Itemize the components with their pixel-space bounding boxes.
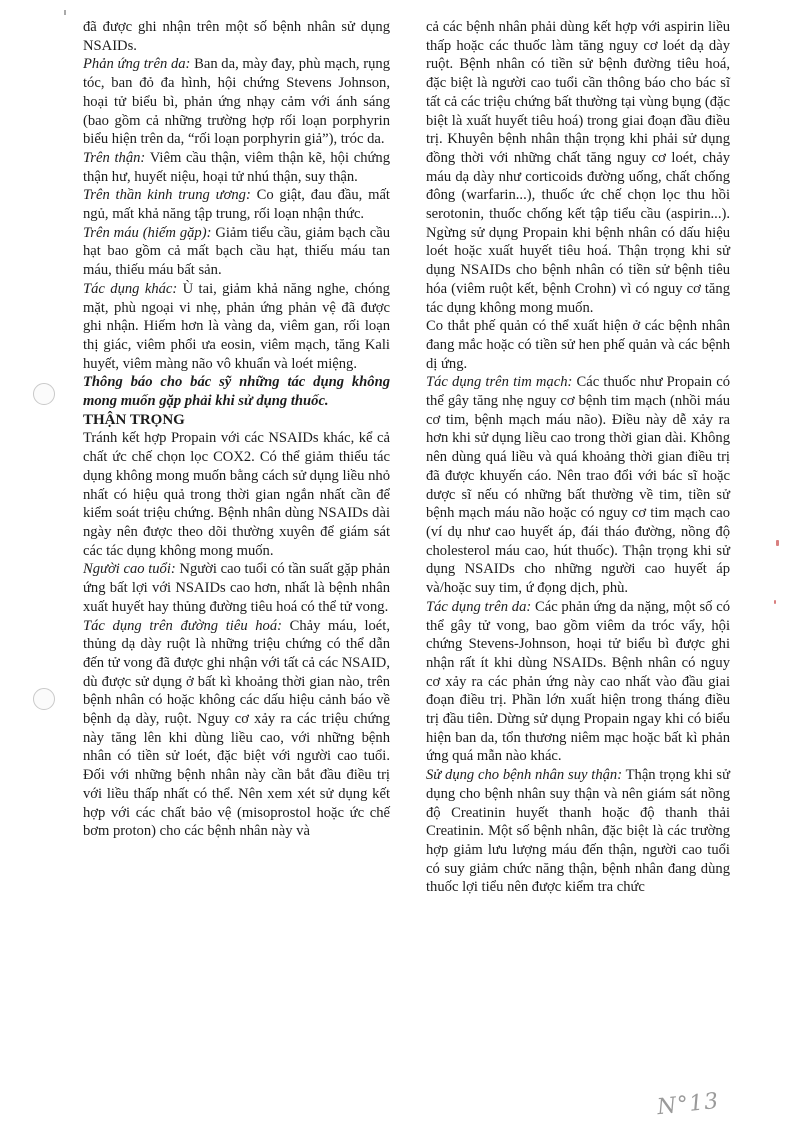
text-elderly: Người cao tuổi có tần suất gặp phản ứng bất lợi với NSAIDs cao hơn, nhất là bệnh nhân xuất huyết hay thủng đường tiêu hoá có thể tử vong. bbox=[83, 561, 391, 615]
paragraph-gi-continued: cả các bệnh nhân phải dùng kết hợp với aspirin liều thấp hoặc các thuốc làm tăng nguy cơ loét dạ dày ruột. Bệnh nhân có tiền sử bệnh đường tiêu hoá, đặc biệt là người cao tuổi cần thông báo cho bác sĩ tất cả các triệu chứng bất thường tại vùng bụng (đặc biệt là xuất huyết tiêu hoá) trong giai đoạn đầu điều trị. Khuyên bệnh nhân thận trọng khi phải sử dụng đồng thời với những chất tăng nguy cơ loét, chảy máu dạ dày như corticoids đường uống, chất chống đông (warfarin...), thuốc ức chế chọn lọc thu hồi serotonin, thuốc chống kết tập tiểu cầu (aspirin...). Ngừng sử dụng Propain khi bệnh nhân có dấu hiệu loét hoặc xuất huyết tiêu hoá. Thận trọng khi sử dụng NSAIDs cho bệnh nhân có tiền sử bệnh tiêu hóa (viêm ruột kết, bệnh Crohn) vì có nguy cơ tăng tác dụng không mong muốn. bbox=[426, 19, 730, 316]
lead-cns: Trên thần kinh trung ương: bbox=[83, 187, 251, 204]
paragraph-bronchospasm: Co thắt phế quản có thể xuất hiện ở các bệnh nhân đang mắc hoặc có tiền sử hen phế quản và các bệnh dị ứng. bbox=[426, 318, 730, 372]
paragraph-cardiovascular bbox=[426, 373, 730, 597]
text-cardio: Các thuốc như Propain có thể gây tăng nhẹ nguy cơ bệnh tim mạch (nhồi máu cơ tim, bệnh mạch máu não). Điều này dễ xảy ra hơn khi sử dụng liều cao trong thời gian dài. Không nên dùng quá liều và quá khoảng thời gian điều trị đã được khuyến cáo. Nên trao đổi với bác sĩ hoặc dược sĩ nếu có những bất thường về tim, tiền sử bệnh mạch máu não hoặc có nguy cơ tim mạch cao (ví dụ như cao huyết áp, đái tháo đường, nồng độ cholesterol máu cao, hút thuốc). Thận trọng khi sử dụng NSAIDs cho những người cao huyết áp và/hoặc suy tim, ứ đọng dịch, phù. bbox=[426, 374, 730, 597]
text-skin: Ban da, mày đay, phù mạch, rụng tóc, ban đỏ đa hình, hội chứng Stevens Johnson, hoại tử biểu bì, phản ứng nhạy cảm với ánh sáng (bao gồm cả những trường hợp rối loạn porphyrin biểu hiện trên da, “rối loạn porphyrin giả”), tróc da. bbox=[83, 56, 390, 148]
paragraph-gi-effects bbox=[83, 617, 390, 841]
text-cns: Co giật, đau đầu, mất ngủ, mất khả năng tập trung, rối loạn nhận thức. bbox=[83, 187, 390, 223]
punch-hole bbox=[33, 688, 55, 710]
lead-skin-severe: Tác dụng trên da: bbox=[426, 598, 532, 615]
text-kidney: Viêm cầu thận, viêm thận kẽ, hội chứng thận hư, huyết niệu, hoại tử nhú thận, suy thận. bbox=[83, 149, 391, 185]
paragraph-cns bbox=[83, 186, 390, 223]
text-other: Ù tai, giảm khả năng nghe, chóng mặt, phù ngoại vi nhẹ, phản ứng phản vệ đã được ghi nhận. Hiếm hơn là vàng da, viêm gan, rối loạn thị giác, viêm phổi ưa eosin, viêm mạch, tăng Kali huyết, viêm màng não vô khuẩn và loét miệng. bbox=[83, 280, 390, 372]
paragraph-skin-reactions bbox=[83, 55, 390, 149]
scan-speck bbox=[776, 540, 779, 546]
scan-speck bbox=[774, 600, 776, 604]
paragraph-kidney bbox=[83, 149, 390, 186]
lead-cardio: Tác dụng trên tim mạch: bbox=[426, 374, 573, 391]
paragraph-elderly bbox=[83, 560, 390, 616]
lead-kidney: Trên thận: bbox=[83, 149, 146, 166]
scan-mark bbox=[64, 10, 66, 15]
lead-gi: Tác dụng trên đường tiêu hoá: bbox=[83, 617, 282, 634]
lead-skin: Phản ứng trên da: bbox=[83, 56, 191, 73]
right-column bbox=[426, 18, 730, 897]
text-blood: Giảm tiểu cầu, giảm bạch cầu hạt bao gồm cả mất bạch cầu hạt, thiếu máu tan máu, thiếu máu bất sản. bbox=[83, 224, 391, 279]
notice-doctor: Thông báo cho bác sỹ những tác dụng không mong muốn gặp phải khi sử dụng thuốc. bbox=[83, 374, 390, 410]
lead-renal: Sử dụng cho bệnh nhân suy thận: bbox=[426, 767, 623, 784]
handwritten-page-number: N°13 bbox=[655, 1088, 721, 1121]
lead-elderly: Người cao tuổi: bbox=[83, 561, 176, 578]
text-gi: Chảy máu, loét, thủng dạ dày ruột là những triệu chứng có thể dẫn đến tử vong đã được ghi nhận với tất cả các NSAID, dù được sử dụng ở bất kì khoảng thời gian nào, trên bệnh nhân có hoặc không các dấu hiệu cảnh báo về bệnh dạ dày, ruột. Nguy cơ xảy ra các triệu chứng này tăng lên khi dùng liều cao, với những bệnh nhân có tiền sử loét, đặc biệt với người cao tuổi. Đối với những bệnh nhân này cần bắt đầu điều trị với liều thấp nhất có thể. Nên xem xét sử dụng kết hợp với các chất bảo vệ (misoprostol hoặc ức chế bơm proton) cho các bệnh nhân này và bbox=[83, 617, 390, 840]
text-renal: Thận trọng khi sử dụng cho bệnh nhân suy thận và nên giám sát nồng độ Creatinin huyết thanh hoặc độ thanh thải Creatinin. Một số bệnh nhân, đặc biệt là các trường hợp giảm lưu lượng máu đến thận, người cao tuổi có suy giảm chức năng thận, bệnh nhân đang dùng thuốc lợi tiểu nên được kiểm tra chức bbox=[426, 767, 730, 896]
lead-other: Tác dụng khác: bbox=[83, 280, 178, 297]
punch-hole bbox=[33, 383, 55, 405]
paragraph-other-effects bbox=[83, 280, 390, 374]
text-skin-severe: Các phản ứng da nặng, một số có thể gây tử vong, bao gồm viêm da tróc vẩy, hội chứng Stevens-Johnson, hoại tử biểu bì được ghi nhận rất ít khi dùng NSAIDs. Bệnh nhân có nguy cơ xảy ra các phản ứng này cao nhất vào đầu giai đoạn điều trị. Phần lớn xuất hiện trong tháng điều trị đầu tiên. Dừng sử dụng Propain ngay khi có biểu hiện ban da, tổn thương niêm mạc hoặc bất kì phản ứng quá mẫn nào khác. bbox=[426, 598, 730, 765]
paragraph-blood bbox=[83, 224, 390, 280]
lead-blood: Trên máu (hiếm gặp): bbox=[83, 224, 212, 241]
left-column bbox=[83, 18, 390, 841]
paragraph-renal-impairment bbox=[426, 766, 730, 897]
paragraph-nsaids-intro: đã được ghi nhận trên một số bệnh nhân sử dụng NSAIDs. bbox=[83, 19, 390, 54]
paragraph-skin-severe bbox=[426, 598, 730, 766]
paragraph-precautions: Tránh kết hợp Propain với các NSAIDs khác, kể cả chất ức chế chọn lọc COX2. Có thể giảm thiểu tác dụng không mong muốn bằng cách sử dụng liều nhỏ nhất có hiệu quả trong thời gian ngắn nhất cần để kiểm soát triệu chứng. Bệnh nhân dùng NSAIDs dài ngày nên được theo dõi thường xuyên để giám sát các tác dụng không mong muốn. bbox=[83, 430, 390, 559]
section-heading-precautions: THẬN TRỌNG bbox=[83, 411, 185, 428]
